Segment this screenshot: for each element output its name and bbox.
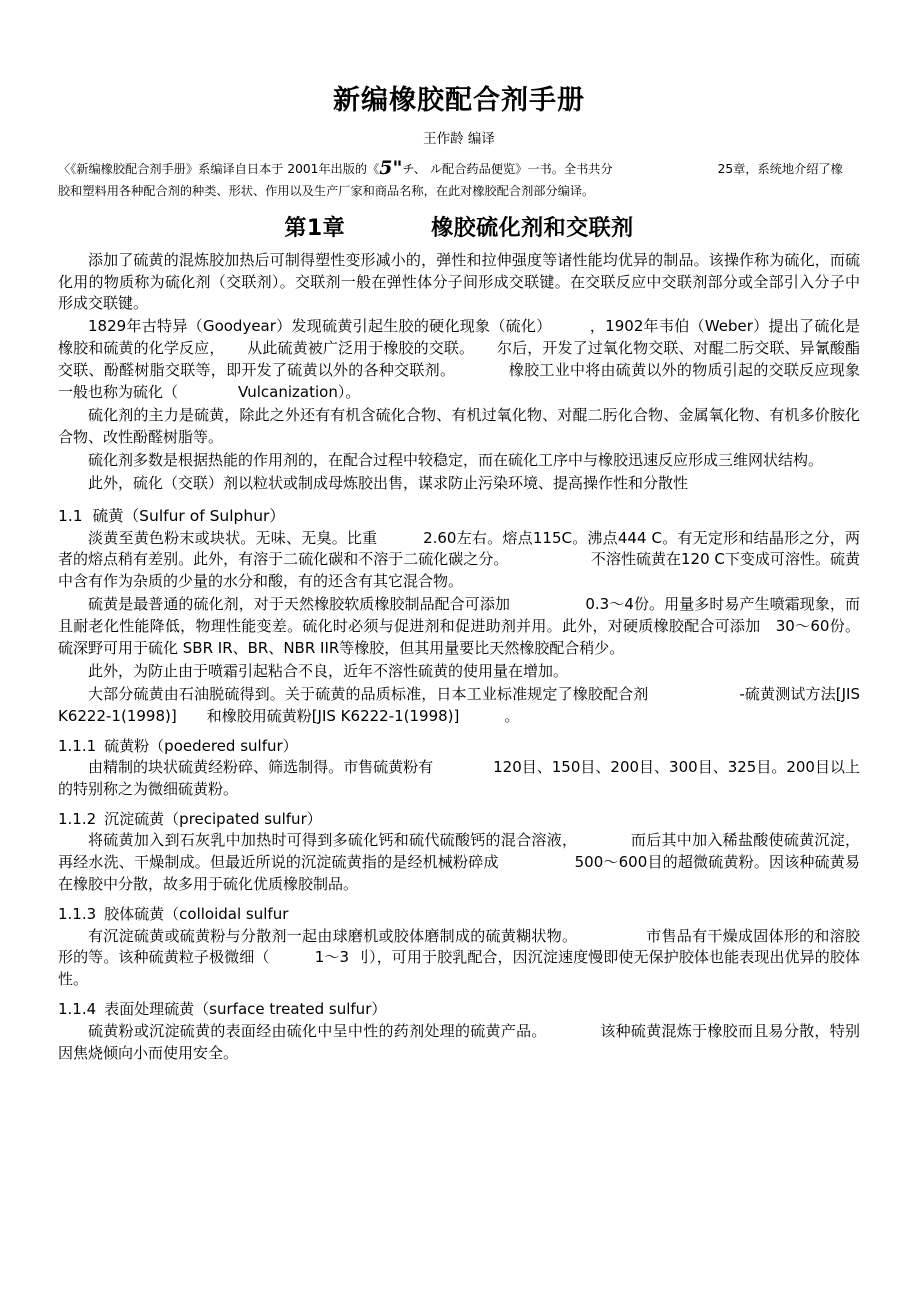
subsection-heading-1-1-3 [58, 905, 860, 925]
paragraph: 硫化剂的主力是硫黄，除此之外还有有机含硫化合物、有机过氧化物、对醌二肟化合物、金属氧化物、有机多价胺化合物、改性酚醛树脂等。 [58, 405, 860, 446]
chapter-heading [58, 211, 860, 242]
section-heading-1-1 [58, 506, 860, 526]
intro-note-part1: 〈《新编橡胶配合剂手册》系编译自日本于 2001年出版的《 [58, 162, 380, 177]
subsection-number: 1.1.2 [58, 809, 97, 828]
paragraph: 大部分硫黄由石油脱硫得到。关于硫黄的品质标准，日本工业标准规定了橡胶配合剂 -硫黄测试方法[JIS K6222-1(1998)] 和橡胶用硫黄粉[JIS K6222-1(1998)] 。 [58, 684, 860, 725]
chapter-title: 橡胶硫化剂和交联剂 [431, 215, 634, 241]
paragraph: 硫黄是最普通的硫化剂，对于天然橡胶软质橡胶制品配合可添加 0.3～4份。用量多时易产生喷霜现象，而且耐老化性能降低，物理性能变差。硫化时必须与促进剂和促进助剂并用。此外，对硬质橡胶配合可添加 30～60份。硫深野可用于硫化 SBR IR、BR、NBR IIR等橡胶，但其用量要比天然橡胶配合稍少。 [58, 595, 860, 658]
subsection-heading-1-1-2 [58, 810, 860, 830]
intro-note-part2: チ、 ル配合药品便览》一书。全书共分 [402, 162, 613, 177]
paragraph: 硫化剂多数是根据热能的作用剂的，在配合过程中较稳定，而在硫化工序中与橡胶迅速反应形成三维网状结构。 [88, 450, 824, 469]
paragraph: 有沉淀硫黄或硫黄粉与分散剂一起由球磨机或胶体磨制成的硫黄糊状物。 市售品有干燥成固体形的和溶胶形的等。该种硫黄粒子极微细（ 1～3 刂），可用于胶乳配合，因沉淀速度慢即使无保护胶体也能表现出优异的胶体性。 [58, 926, 860, 989]
section-title: 硫黄（Sulfur of Sulphur） [92, 507, 285, 526]
subsection-heading-1-1-4 [58, 1000, 860, 1020]
page-title: 新编橡胶配合剂手册 [333, 85, 585, 116]
byline: 王作龄 编译 [423, 131, 495, 148]
chapter-number: 第1章 [284, 215, 346, 241]
subsection-title: 沉淀硫黄（precipated sulfur） [104, 809, 322, 828]
subsection-title: 硫黄粉（poedered sulfur） [104, 736, 298, 755]
paragraph: 硫黄粉或沉淀硫黄的表面经由硫化中呈中性的药剂处理的硫黄产品。 该种硫黄混炼于橡胶而且易分散，特别因焦烧倾向小而使用安全。 [58, 1021, 860, 1062]
section-number: 1.1 [58, 507, 83, 526]
intro-note-part3: 25章，系统地介绍了橡 [717, 162, 843, 177]
subsection-number: 1.1.4 [58, 1000, 97, 1019]
paragraph: 添加了硫黄的混炼胶加热后可制得塑性变形减小的，弹性和拉伸强度等诸性能均优异的制品。该操作称为硫化，而硫化用的物质称为硫化剂（交联剂）。交联剂一般在弹性体分子间形成交联键。在交联反应中交联剂部分或全部引入分子中形成交联键。 [58, 250, 860, 313]
paragraph: 此外，硫化（交联）剂以粒状或制成母炼胶出售，谋求防止污染环境、提高操作性和分散性 [88, 473, 689, 492]
subsection-title: 胶体硫黄（colloidal sulfur [104, 905, 289, 924]
paragraph: 1829年古特异（Goodyear）发现硫黄引起生胶的硬化现象（硫化） ，1902年韦伯（Weber）提出了硫化是橡胶和硫黄的化学反应， 从此硫黄被广泛用于橡胶的交联。 尔后，开发了过氧化物交联、对醌二肟交联、异氰酸酯交联、酚醛树脂交联等，即开发了硫黄以外的各种交联剂。 橡胶工业中将由硫黄以外的物质引起的交联反应现象一般也称为硫化（ Vulcanization）。 [58, 317, 860, 401]
subsection-title: 表面处理硫黄（surface treated sulfur） [104, 1000, 387, 1019]
subsection-number: 1.1.1 [58, 736, 97, 755]
subsection-number: 1.1.3 [58, 905, 97, 924]
intro-note-symbol: 5" [379, 157, 403, 180]
subsection-heading-1-1-1 [58, 737, 860, 757]
paragraph: 此外，为防止由于喷霜引起粘合不良，近年不溶性硫黄的使用量在增加。 [88, 661, 569, 680]
intro-note [58, 155, 860, 200]
paragraph: 将硫黄加入到石灰乳中加热时可得到多硫化钙和硫代硫酸钙的混合溶液， 而后其中加入稀盐酸使硫黄沉淀，再经水洗、干燥制成。但最近所说的沉淀硫黄指的是经机械粉碎成 500～600目的超微硫黄粉。因该种硫黄易在橡胶中分散，故多用于硫化优质橡胶制品。 [58, 831, 860, 894]
paragraph: 淡黄至黄色粉末或块状。无味、无臭。比重 2.60左右。熔点115C。沸点444 C。有无定形和结晶形之分，两者的熔点稍有差别。此外，有溶于二硫化碳和不溶于二硫化碳之分。 不溶性硫黄在120 C下变成可溶性。硫黄中含有作为杂质的少量的水分和酸，有的还含有其它混合物。 [58, 528, 860, 591]
intro-note-part4: 胶和塑料用各种配合剂的种类、形状、作用以及生产厂家和商品名称，在此对橡胶配合剂部分编译。 [58, 183, 595, 198]
paragraph: 由精制的块状硫黄经粉碎、筛选制得。市售硫黄粉有 120目、150目、200目、300目、325目。200目以上的特别称之为微细硫黄粉。 [58, 758, 860, 798]
